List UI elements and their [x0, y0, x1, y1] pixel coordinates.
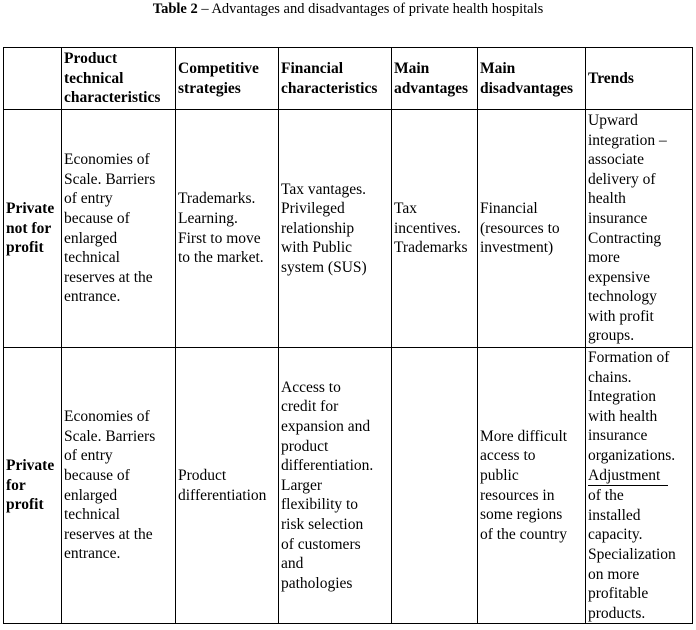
- header-financial-characteristics: [279, 48, 392, 110]
- cell-line: Main: [480, 59, 516, 77]
- cell-line: with profit: [588, 307, 654, 325]
- cell-competitive-strategies: [176, 348, 279, 624]
- cell-line: resources in: [480, 486, 555, 504]
- cell-line: (resources to: [480, 219, 560, 237]
- header-trends: [586, 48, 693, 110]
- row-label-for-profit: [4, 348, 62, 624]
- header-main-advantages: [392, 48, 478, 110]
- cell-line: health: [588, 190, 626, 208]
- cell-line: characteristics: [281, 79, 378, 97]
- cell-line: chains.: [588, 368, 632, 386]
- trends-before: [588, 348, 691, 466]
- cell-line: of entry: [64, 447, 113, 465]
- cell-line: on more: [588, 565, 640, 583]
- cell-line: and: [281, 555, 304, 573]
- cell-line: insurance: [588, 209, 648, 227]
- cell-line: access to: [480, 447, 536, 465]
- cell-line: groups.: [588, 327, 635, 345]
- cell-line: reserves at the: [64, 268, 153, 286]
- cell-line: risk selection: [281, 516, 364, 534]
- cell-line: enlarged: [64, 229, 118, 247]
- cell-line: First to move: [178, 229, 261, 247]
- cell-trends: [586, 110, 693, 348]
- cell-line: expansion and: [281, 418, 371, 436]
- cell-line: Formation of: [588, 349, 670, 366]
- cell-line: Economies of: [64, 408, 150, 426]
- cell-line: organizations.: [588, 446, 676, 464]
- cell-line: to the market.: [178, 249, 264, 267]
- cell-line: Trademarks: [394, 239, 468, 257]
- header-row: [4, 48, 693, 110]
- table-caption: [0, 0, 696, 20]
- cell-line: capacity.: [588, 526, 643, 544]
- table-number: Table 2: [152, 1, 198, 17]
- cell-line: installed: [588, 506, 641, 524]
- cell-line: characteristics: [64, 89, 161, 107]
- cell-product-technical: [62, 110, 176, 348]
- cell-line: public: [480, 467, 519, 485]
- cell-line: profit: [6, 496, 44, 514]
- cell-line: credit for: [281, 398, 339, 416]
- cell-line: advantages: [394, 79, 469, 97]
- cell-line: because of: [64, 467, 130, 485]
- cell-line: Access to: [281, 378, 341, 396]
- cell-line: technical: [64, 249, 120, 267]
- advantages-table: [3, 47, 693, 624]
- cell-main-disadvantages: [478, 348, 586, 624]
- cell-line: technology: [588, 288, 657, 306]
- cell-product-technical: [62, 348, 176, 624]
- trends-after: [588, 486, 691, 623]
- cell-line: disadvantages: [480, 79, 574, 97]
- cell-line: Product: [178, 467, 227, 485]
- cell-line: product: [281, 437, 329, 455]
- cell-line: because of: [64, 209, 130, 227]
- cell-line: Scale. Barriers: [64, 427, 156, 445]
- cell-line: relationship: [281, 219, 355, 237]
- cell-main-disadvantages: [478, 110, 586, 348]
- cell-line: with health: [588, 407, 658, 425]
- cell-financial-characteristics: [279, 110, 392, 348]
- cell-line: of entry: [64, 190, 113, 208]
- cell-line: some regions: [480, 506, 563, 524]
- cell-line: profitable: [588, 585, 649, 603]
- cell-line: Contracting: [588, 229, 662, 247]
- cell-line: incentives.: [394, 219, 461, 237]
- cell-line: strategies: [178, 79, 241, 97]
- header-empty: [4, 48, 62, 110]
- table-row: [4, 110, 693, 348]
- cell-competitive-strategies: [176, 110, 279, 348]
- trends-underlined: Adjustment: [588, 466, 668, 487]
- cell-main-advantages: [392, 110, 478, 348]
- cell-line: for: [6, 476, 26, 494]
- cell-line: expensive: [588, 268, 650, 286]
- cell-financial-characteristics: [279, 348, 392, 624]
- cell-line: investment): [480, 239, 554, 257]
- cell-line: technical: [64, 506, 120, 524]
- cell-line: technical: [64, 69, 124, 87]
- cell-line: Private: [6, 457, 55, 475]
- cell-line: Product: [64, 50, 118, 68]
- cell-line: flexibility to: [281, 496, 359, 514]
- cell-line: Specialization: [588, 545, 676, 563]
- cell-line: delivery of: [588, 170, 656, 188]
- cell-line: Trademarks.: [178, 190, 256, 208]
- cell-line: system (SUS): [281, 258, 367, 276]
- cell-line: integration –: [588, 131, 667, 149]
- cell-line: more: [588, 249, 620, 267]
- cell-line: insurance: [588, 427, 648, 445]
- cell-line: Tax: [394, 200, 418, 218]
- cell-line: Financial: [480, 200, 538, 218]
- cell-line: with Public: [281, 239, 353, 257]
- cell-trends: [586, 348, 693, 624]
- cell-line: pathologies: [281, 574, 353, 592]
- cell-line: not for: [6, 219, 52, 237]
- cell-line: Scale. Barriers: [64, 170, 156, 188]
- cell-line: enlarged: [64, 486, 118, 504]
- cell-line: More difficult: [480, 427, 568, 445]
- cell-line: of the country: [480, 525, 567, 543]
- cell-line: Financial: [281, 59, 344, 77]
- cell-line: of the: [588, 487, 624, 505]
- cell-line: Trends: [588, 69, 634, 87]
- cell-line: profit: [6, 239, 44, 257]
- cell-line: Tax vantages.: [281, 180, 366, 198]
- cell-line: entrance.: [64, 545, 121, 563]
- header-main-disadvantages: [478, 48, 586, 110]
- cell-line: associate: [588, 151, 644, 169]
- cell-line: Competitive: [178, 59, 259, 77]
- cell-line: reserves at the: [64, 525, 153, 543]
- cell-line: differentiation.: [281, 457, 374, 475]
- cell-line: Integration: [588, 388, 657, 406]
- cell-line: entrance.: [64, 288, 121, 306]
- cell-line: Economies of: [64, 151, 150, 169]
- caption-text: Advantages and disadvantages of private health hospitals: [211, 1, 544, 17]
- cell-line: differentiation: [178, 486, 267, 504]
- table-row: [4, 348, 693, 624]
- cell-line: Learning.: [178, 209, 238, 227]
- cell-line: products.: [588, 604, 646, 622]
- cell-line: Larger: [281, 476, 323, 494]
- row-label-not-for-profit: [4, 110, 62, 348]
- header-product-technical: [62, 48, 176, 110]
- header-competitive-strategies: [176, 48, 279, 110]
- cell-line: of customers: [281, 535, 361, 553]
- cell-main-advantages: [392, 348, 478, 624]
- cell-line: Privileged: [281, 200, 345, 218]
- cell-line: Private: [6, 200, 55, 218]
- cell-line: Main: [394, 59, 430, 77]
- caption-separator: –: [197, 1, 212, 17]
- cell-line: Upward: [588, 111, 638, 129]
